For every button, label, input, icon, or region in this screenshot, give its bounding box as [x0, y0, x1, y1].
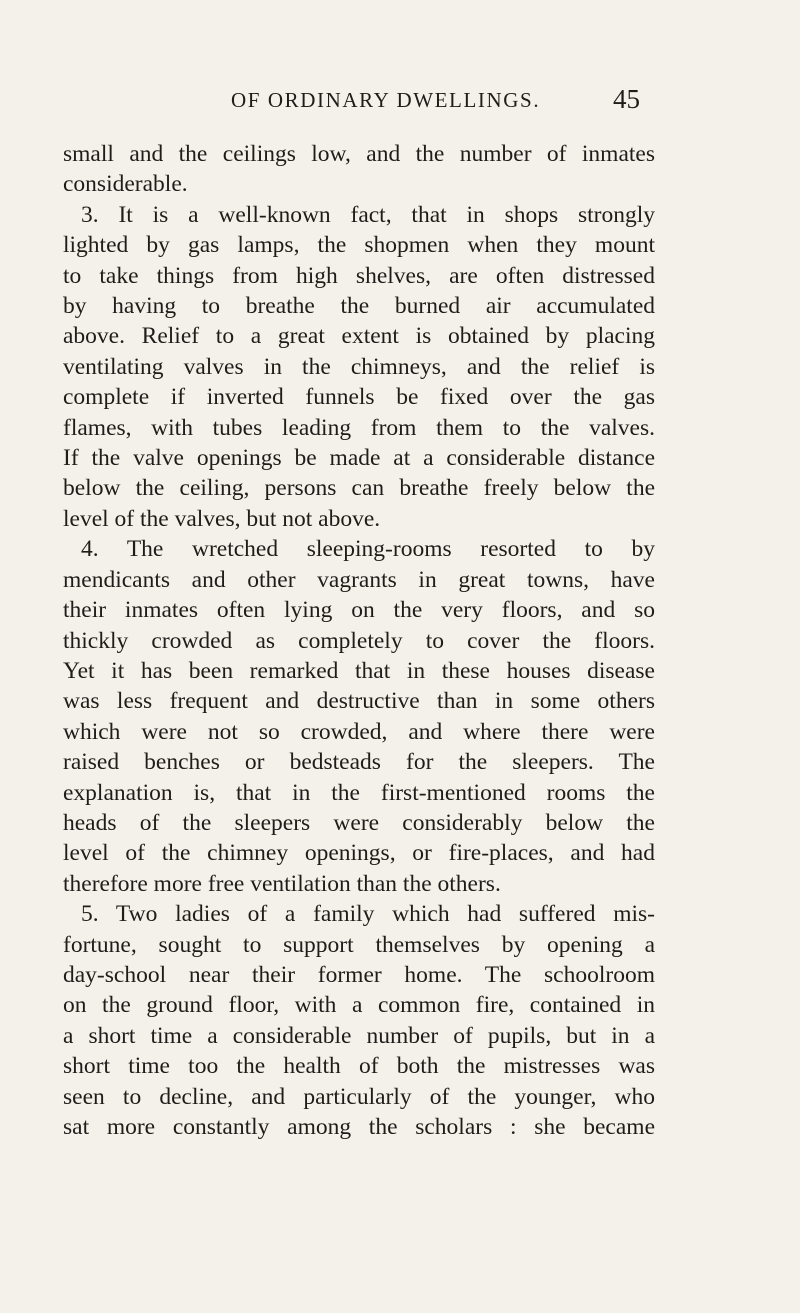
- text-line: on the ground floor, with a common fire, contained in: [63, 992, 655, 1019]
- text-line: explanation is, that in the first-mentioned rooms the: [63, 779, 655, 806]
- text-line: which were not so crowded, and where there were: [63, 718, 655, 745]
- text-line: therefore more free ventilation than the others.: [63, 870, 501, 897]
- text-line: Yet it has been remarked that in these houses disease: [63, 657, 655, 684]
- page-number: 45: [613, 84, 640, 114]
- text-line: ventilating valves in the chimneys, and the relief is: [63, 353, 655, 380]
- text-line: 5. Two ladies of a family which had suffered mis-: [81, 901, 655, 928]
- text-line: heads of the sleepers were considerably below the: [63, 809, 655, 836]
- text-line: was less frequent and destructive than in some others: [63, 688, 655, 715]
- text-line: complete if inverted funnels be fixed over the gas: [63, 384, 655, 411]
- text-line: level of the chimney openings, or fire-places, and had: [63, 840, 655, 867]
- text-line: lighted by gas lamps, the shopmen when they mount: [63, 232, 655, 259]
- text-line: flames, with tubes leading from them to the valves.: [63, 414, 655, 441]
- text-line: thickly crowded as completely to cover the floors.: [63, 627, 655, 654]
- text-line: sat more constantly among the scholars : she became: [63, 1114, 655, 1140]
- text-line: seen to decline, and particularly of the younger, who: [63, 1083, 655, 1110]
- text-line: day-school near their former home. The schoolroom: [63, 961, 655, 988]
- text-line: by having to breathe the burned air accumulated: [63, 293, 655, 320]
- text-line: their inmates often lying on the very floors, and so: [63, 597, 655, 624]
- text-line: a short time a considerable number of pupils, but in a: [63, 1022, 655, 1049]
- text-line: mendicants and other vagrants in great towns, have: [63, 566, 655, 593]
- text-line: 4. The wretched sleeping-rooms resorted to by: [81, 536, 655, 563]
- text-line: small and the ceilings low, and the number of inmates: [63, 141, 655, 167]
- text-line: level of the valves, but not above.: [63, 505, 381, 532]
- body-text: [63, 139, 655, 1142]
- text-line: considerable.: [63, 171, 188, 198]
- text-line: above. Relief to a great extent is obtained by placing: [63, 323, 655, 350]
- text-line: fortune, sought to support themselves by opening a: [63, 931, 655, 958]
- text-line: short time too the health of both the mistresses was: [63, 1053, 655, 1080]
- text-line: below the ceiling, persons can breathe freely below the: [63, 475, 655, 502]
- text-line: If the valve openings be made at a considerable distance: [63, 445, 655, 472]
- text-line: 3. It is a well-known fact, that in shops strongly: [81, 201, 655, 228]
- text-line: to take things from high shelves, are often distressed: [63, 262, 655, 289]
- running-head: OF ORDINARY DWELLINGS.: [231, 88, 541, 112]
- text-line: raised benches or bedsteads for the sleepers. The: [63, 749, 655, 776]
